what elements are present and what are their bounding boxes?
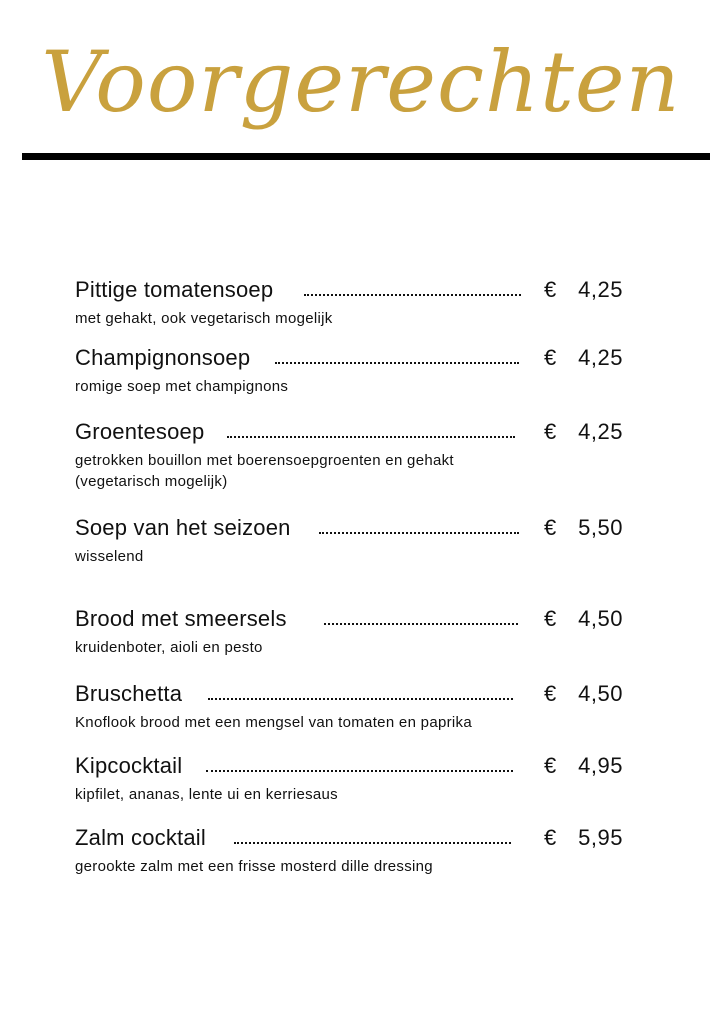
menu-item (75, 276, 625, 329)
menu-item (75, 605, 625, 658)
menu-item-description: Knoflook brood met een mengsel van tomaten en paprika (75, 714, 472, 731)
menu-item (75, 344, 625, 397)
menu-item-price: 4,95 (578, 753, 623, 778)
menu-item-currency: € (544, 345, 557, 370)
menu-item-name: Groentesoep (75, 419, 205, 444)
menu-item-header (75, 344, 625, 372)
menu-item-currency: € (544, 681, 557, 706)
menu-item-name: Pittige tomatensoep (75, 277, 274, 302)
page-title: Voorgerechten (41, 33, 681, 131)
menu-item-header (75, 824, 625, 852)
menu-item-name: Brood met smeersels (75, 606, 287, 631)
dot-leader (304, 290, 521, 296)
menu-item-currency: € (544, 825, 557, 850)
menu-item-header (75, 514, 625, 542)
menu-item-description: kruidenboter, aioli en pesto (75, 639, 263, 656)
dot-leader (206, 766, 513, 772)
menu-item (75, 824, 625, 877)
menu-item-price: 4,25 (578, 419, 623, 444)
dot-leader (208, 694, 513, 700)
menu-item-price: 5,95 (578, 825, 623, 850)
menu-item-currency: € (544, 606, 557, 631)
menu-item-currency: € (544, 515, 557, 540)
menu-item (75, 418, 625, 492)
menu-item-description: kipfilet, ananas, lente ui en kerriesaus (75, 786, 338, 803)
menu-item-name: Champignonsoep (75, 345, 251, 370)
menu-item (75, 680, 625, 733)
menu-item-name: Bruschetta (75, 681, 183, 706)
menu-item-currency: € (544, 419, 557, 444)
menu-item (75, 752, 625, 805)
menu-item-header (75, 680, 625, 708)
dot-leader (324, 619, 518, 625)
menu-item-currency: € (544, 753, 557, 778)
menu-item-description: met gehakt, ook vegetarisch mogelijk (75, 310, 333, 327)
menu-item-header (75, 605, 625, 633)
dot-leader (275, 358, 519, 364)
menu-item-name: Soep van het seizoen (75, 515, 291, 540)
menu-item-price: 4,50 (578, 606, 623, 631)
menu-item-price: 4,25 (578, 277, 623, 302)
menu-item-price: 5,50 (578, 515, 623, 540)
dot-leader (319, 528, 519, 534)
menu-item-description: getrokken bouillon met boerensoepgroenten en gehakt (vegetarisch mogelijk) (75, 452, 454, 490)
menu-item-description: wisselend (75, 548, 144, 565)
menu-item (75, 514, 625, 567)
menu-item-name: Zalm cocktail (75, 825, 206, 850)
menu-item-price: 4,50 (578, 681, 623, 706)
title-divider (22, 153, 710, 160)
menu-item-name: Kipcocktail (75, 753, 183, 778)
menu-item-header (75, 418, 625, 446)
dot-leader (227, 432, 515, 438)
menu-item-header (75, 752, 625, 780)
dot-leader (234, 838, 511, 844)
menu-item-description: romige soep met champignons (75, 378, 289, 395)
menu-item-price: 4,25 (578, 345, 623, 370)
menu-item-currency: € (544, 277, 557, 302)
menu-item-description: gerookte zalm met een frisse mosterd dille dressing (75, 858, 433, 875)
menu-item-header (75, 276, 625, 304)
